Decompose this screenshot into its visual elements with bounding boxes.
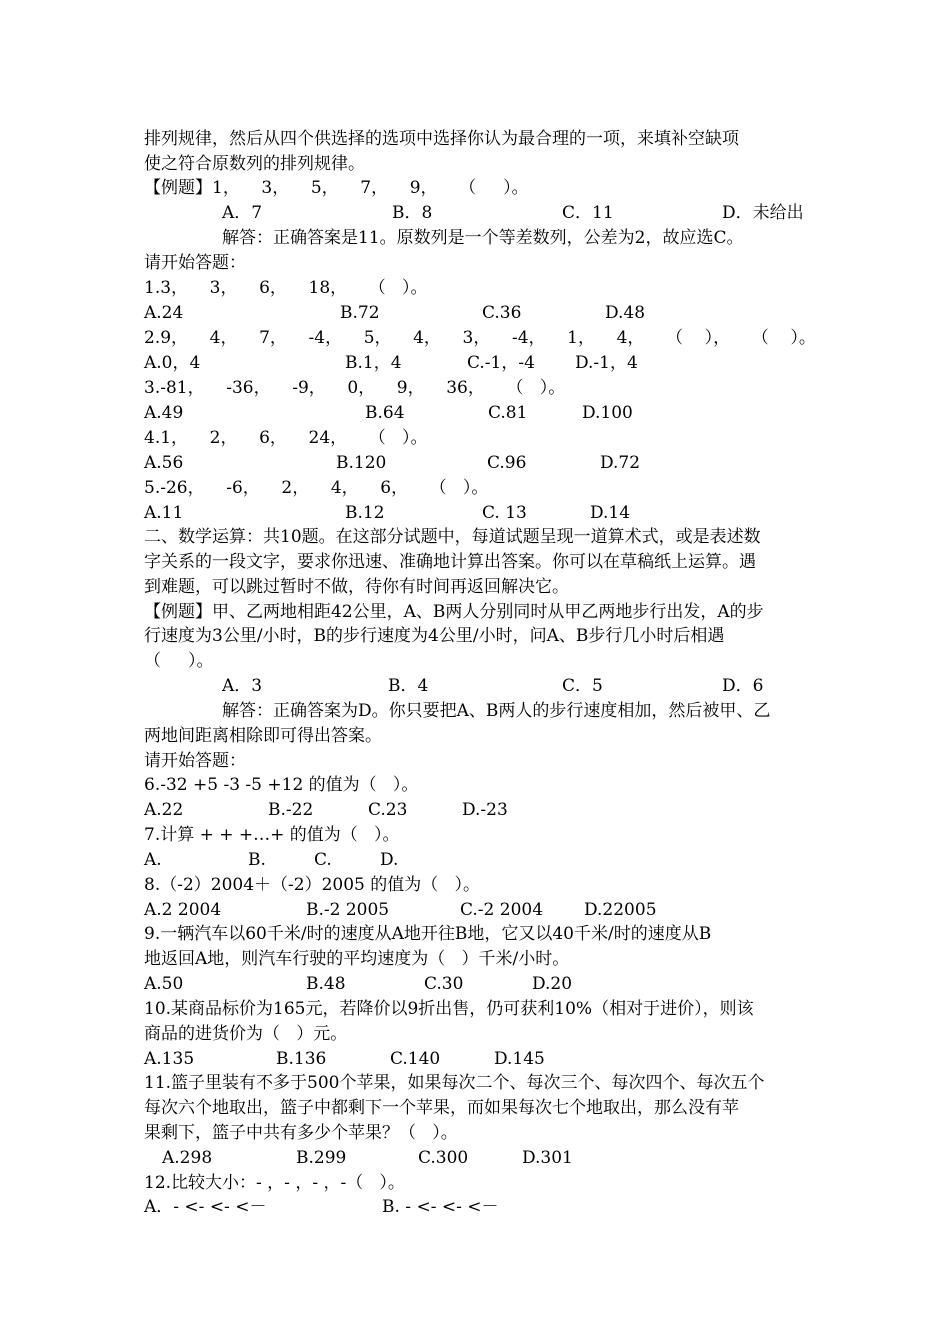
example1-option-b: B．8 bbox=[392, 203, 433, 223]
q6-option-b: B.-22 bbox=[268, 800, 314, 820]
q4-option-a: A.56 bbox=[144, 453, 184, 473]
question-3: 3.-81， -36， -9， 0， 9， 36， （ ）。 bbox=[144, 378, 566, 398]
example1-option-a: A．7 bbox=[222, 203, 263, 223]
q2-option-a: A.0，4 bbox=[144, 353, 201, 373]
q12-option-a: A．- <- <- <－ bbox=[144, 1197, 267, 1217]
q7-option-a: A. bbox=[144, 850, 162, 870]
q11-option-b: B.299 bbox=[296, 1148, 347, 1168]
q8-option-b: B.-2 2005 bbox=[306, 900, 390, 920]
q9-option-a: A.50 bbox=[144, 974, 184, 994]
q6-option-d: D.-23 bbox=[462, 800, 508, 820]
q3-option-a: A.49 bbox=[144, 403, 184, 423]
q4-option-d: D.72 bbox=[600, 453, 641, 473]
example1-answer: 解答：正确答案是11。原数列是一个等差数列，公差为2，故应选C。 bbox=[222, 228, 744, 248]
q7-option-d: D. bbox=[380, 850, 399, 870]
question-6: 6.-32 +5 -3 -5 +12 的值为（ ）。 bbox=[144, 775, 419, 795]
question-5: 5.-26， -6， 2， 4， 6， （ ）。 bbox=[144, 478, 489, 498]
question-11-line-1: 11.篮子里装有不多于500个苹果，如果每次二个、每次三个、每次四个、每次五个 bbox=[144, 1073, 765, 1093]
q11-option-a: A.298 bbox=[162, 1148, 213, 1168]
question-11-line-3: 果剩下，篮子中共有多少个苹果？（ ）。 bbox=[144, 1123, 458, 1143]
example1-option-c: C．11 bbox=[562, 203, 614, 223]
intro-line-2: 使之符合原数列的排列规律。 bbox=[144, 154, 365, 174]
question-12: 12.比较大小：- ，- ，- ，-（ ）。 bbox=[144, 1173, 405, 1193]
q1-option-c: C.36 bbox=[482, 303, 522, 323]
example2-question-line-1: 【例题】甲、乙两地相距42公里，A、B两人分别同时从甲乙两地步行出发，A的步 bbox=[144, 602, 764, 622]
q1-option-d: D.48 bbox=[605, 303, 646, 323]
q3-option-c: C.81 bbox=[488, 403, 528, 423]
section2-line-2: 字关系的一段文字，要求你迅速、准确地计算出答案。你可以在草稿纸上运算。遇 bbox=[144, 552, 756, 572]
question-4: 4.1， 2， 6， 24， （ ）。 bbox=[144, 428, 428, 448]
q10-option-a: A.135 bbox=[144, 1049, 195, 1069]
section2-line-3: 到难题，可以跳过暂时不做，待你有时间再返回解决它。 bbox=[144, 577, 569, 597]
section2-line-1: 二、数学运算：共10题。在这部分试题中，每道试题呈现一道算术式，或是表述数 bbox=[144, 527, 761, 547]
example2-answer-line-2: 两地间距离相除即可得出答案。 bbox=[144, 726, 382, 746]
q6-option-c: C.23 bbox=[368, 800, 408, 820]
question-8: 8.（-2）2004＋（-2）2005 的值为（ ）。 bbox=[144, 875, 480, 895]
q1-option-b: B.72 bbox=[340, 303, 380, 323]
example2-option-d: D．6 bbox=[722, 676, 764, 696]
example2-question-line-2: 行速度为3公里/小时，B的步行速度为4公里/小时，问A、B步行几小时后相遇 bbox=[144, 626, 725, 646]
question-10-line-2: 商品的进货价为（ ）元。 bbox=[144, 1024, 348, 1044]
intro-line-1: 排列规律，然后从四个供选择的选项中选择你认为最合理的一项，来填补空缺项 bbox=[144, 129, 739, 149]
example1-option-d: D．未给出 bbox=[722, 203, 804, 223]
q5-option-c: C. 13 bbox=[482, 503, 527, 523]
start-prompt-1: 请开始答题： bbox=[144, 253, 246, 273]
example2-option-b: B．4 bbox=[388, 676, 429, 696]
example2-question-line-3: （ ）。 bbox=[144, 651, 214, 671]
q8-option-a: A.2 2004 bbox=[144, 900, 222, 920]
question-7: 7.计算 + + +…+ 的值为（ ）。 bbox=[144, 825, 400, 845]
q2-option-d: D.-1，4 bbox=[575, 353, 638, 373]
q9-option-d: D.20 bbox=[532, 974, 573, 994]
q6-option-a: A.22 bbox=[144, 800, 184, 820]
q9-option-b: B.48 bbox=[306, 974, 346, 994]
q5-option-a: A.11 bbox=[144, 503, 184, 523]
question-1: 1.3， 3， 6， 18， （ ）。 bbox=[144, 278, 428, 298]
q8-option-d: D.22005 bbox=[584, 900, 657, 920]
question-2: 2.9， 4， 7， -4， 5， 4， 3， -4， 1， 4， （ ）， （ ）。 bbox=[144, 328, 816, 348]
q3-option-b: B.64 bbox=[365, 403, 405, 423]
q9-option-c: C.30 bbox=[424, 974, 464, 994]
question-9-line-2: 地返回A地，则汽车行驶的平均速度为（ ）千米/小时。 bbox=[144, 949, 570, 969]
q11-option-c: C.300 bbox=[418, 1148, 469, 1168]
q2-option-b: B.1，4 bbox=[345, 353, 402, 373]
q7-option-b: B. bbox=[248, 850, 266, 870]
q10-option-b: B.136 bbox=[276, 1049, 327, 1069]
q7-option-c: C. bbox=[314, 850, 332, 870]
example2-answer-line-1: 解答：正确答案为D。你只要把A、B两人的步行速度相加，然后被甲、乙 bbox=[222, 701, 771, 721]
start-prompt-2: 请开始答题： bbox=[144, 751, 246, 771]
question-10-line-1: 10.某商品标价为165元，若降价以9折出售，仍可获利10%（相对于进价），则该 bbox=[144, 999, 754, 1019]
q3-option-d: D.100 bbox=[582, 403, 633, 423]
example2-option-c: C．5 bbox=[562, 676, 603, 696]
question-9-line-1: 9.一辆汽车以60千米/时的速度从A地开往B地，它又以40千米/时的速度从B bbox=[144, 924, 712, 944]
q12-option-b: B. - <- <- <－ bbox=[382, 1197, 499, 1217]
q10-option-d: D.145 bbox=[494, 1049, 545, 1069]
q11-option-d: D.301 bbox=[522, 1148, 573, 1168]
q4-option-c: C.96 bbox=[487, 453, 527, 473]
q10-option-c: C.140 bbox=[390, 1049, 441, 1069]
example1-question: 【例题】1， 3， 5， 7， 9， （ ）。 bbox=[144, 178, 529, 198]
q4-option-b: B.120 bbox=[336, 453, 387, 473]
q8-option-c: C.-2 2004 bbox=[460, 900, 544, 920]
q5-option-b: B.12 bbox=[345, 503, 385, 523]
example2-option-a: A．3 bbox=[222, 676, 263, 696]
q1-option-a: A.24 bbox=[144, 303, 184, 323]
q2-option-c: C.-1，-4 bbox=[467, 353, 535, 373]
question-11-line-2: 每次六个地取出，篮子中都剩下一个苹果，而如果每次七个地取出，那么没有苹 bbox=[144, 1098, 739, 1118]
q5-option-d: D.14 bbox=[590, 503, 631, 523]
